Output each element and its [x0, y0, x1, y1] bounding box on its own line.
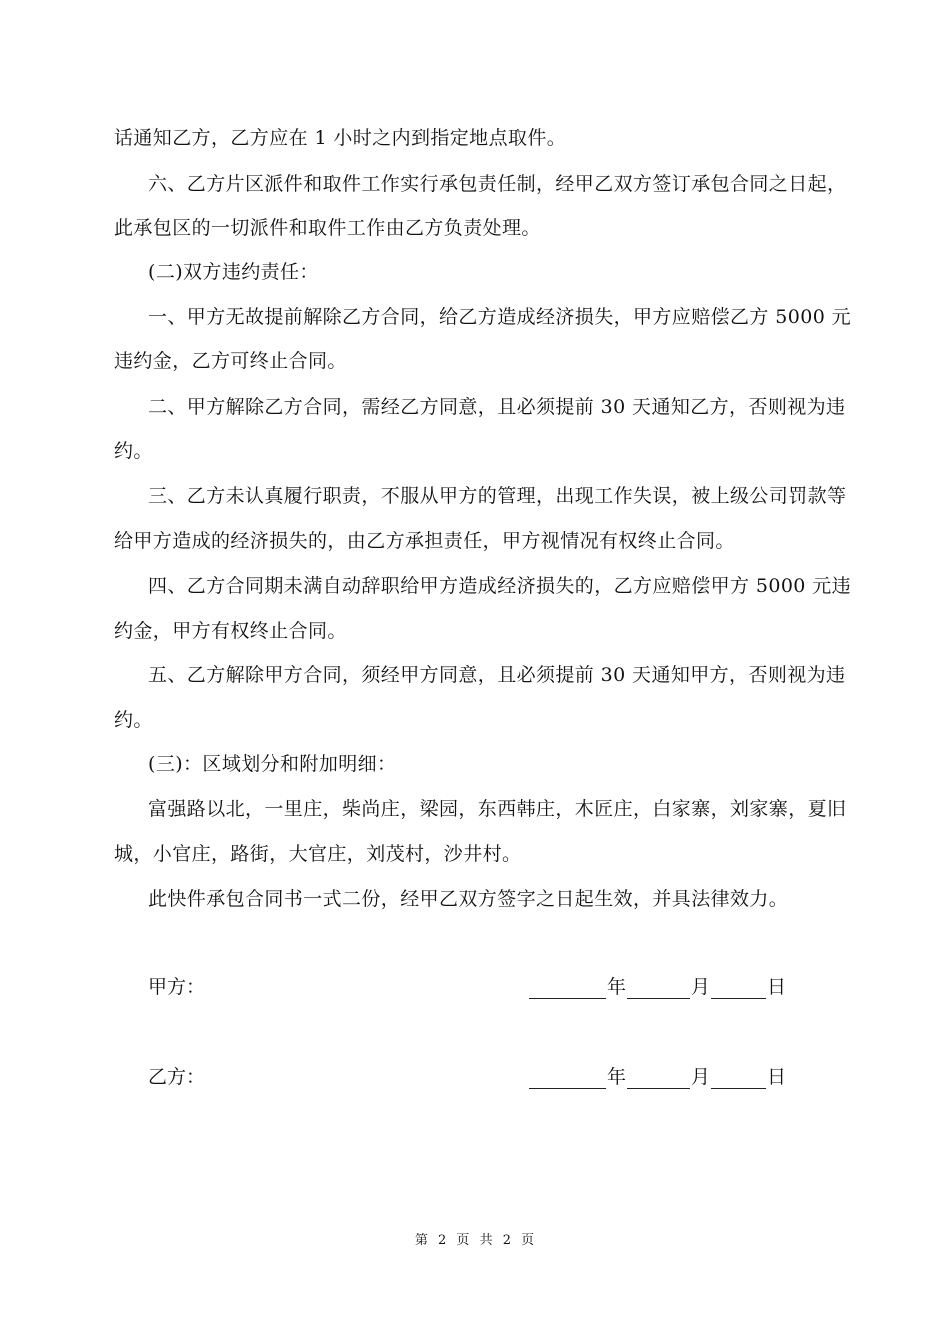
text-line: 约。 [114, 440, 153, 462]
day-label: 日 [767, 976, 787, 998]
footer-total-pages: 2 [502, 1233, 512, 1248]
footer-suffix: 页 [521, 1233, 536, 1248]
party-a-date [529, 975, 787, 999]
party-b-label: 乙方： [148, 1066, 206, 1088]
footer-page-unit: 页 [456, 1233, 471, 1248]
text-line: 二、甲方解除乙方合同，需经乙方同意，且必须提前 30 天通知乙方，否则视为违 [148, 396, 846, 418]
footer-total-prefix: 共 [479, 1233, 494, 1248]
text-line: 城，小官庄，路街，大官庄，刘茂村，沙井村。 [114, 843, 522, 865]
day-blank [711, 1068, 766, 1089]
text-line: 约金，甲方有权终止合同。 [114, 620, 347, 642]
day-label: 日 [767, 1066, 787, 1088]
text-line: 话通知乙方，乙方应在 1 小时之内到指定地点取件。 [114, 127, 567, 149]
section-heading: (二)双方违约责任： [148, 261, 319, 283]
text-line: 六、乙方片区派件和取件工作实行承包责任制，经甲乙双方签订承包合同之日起， [148, 173, 847, 195]
text-line: 四、乙方合同期未满自动辞职给甲方造成经济损失的，乙方应赔偿甲方 5000 元违 [148, 575, 852, 597]
month-blank [627, 1068, 690, 1089]
month-blank [627, 978, 690, 999]
year-blank [529, 978, 606, 999]
text-line: 富强路以北，一里庄，柴尚庄，梁园，东西韩庄，木匠庄，白家寨，刘家寨，夏旧 [148, 798, 847, 820]
text-line: 一、甲方无故提前解除乙方合同，给乙方造成经济损失，甲方应赔偿乙方 5000 元 [148, 306, 852, 328]
month-label: 月 [691, 1066, 711, 1088]
text-line: 此快件承包合同书一式二份，经甲乙双方签字之日起生效，并具法律效力。 [148, 888, 789, 910]
footer-page-number: 2 [437, 1233, 448, 1248]
text-line: 三、乙方未认真履行职责，不服从甲方的管理，出现工作失误，被上级公司罚款等 [148, 485, 847, 507]
text-line: 违约金，乙方可终止合同。 [114, 350, 347, 372]
section-heading: (三)：区域划分和附加明细： [148, 753, 397, 775]
year-label: 年 [607, 976, 627, 998]
party-b-date [529, 1065, 787, 1089]
footer-prefix: 第 [414, 1233, 429, 1248]
text-line: 此承包区的一切派件和取件工作由乙方负责处理。 [114, 217, 541, 239]
party-a-label: 甲方： [148, 976, 206, 998]
year-blank [529, 1068, 606, 1089]
text-line: 五、乙方解除甲方合同，须经甲方同意，且必须提前 30 天通知甲方，否则视为违 [148, 664, 846, 686]
page-footer [0, 1233, 950, 1249]
month-label: 月 [691, 976, 711, 998]
day-blank [711, 978, 766, 999]
year-label: 年 [607, 1066, 627, 1088]
text-line: 给甲方造成的经济损失的，由乙方承担责任，甲方视情况有权终止合同。 [114, 530, 735, 552]
text-line: 约。 [114, 709, 153, 731]
